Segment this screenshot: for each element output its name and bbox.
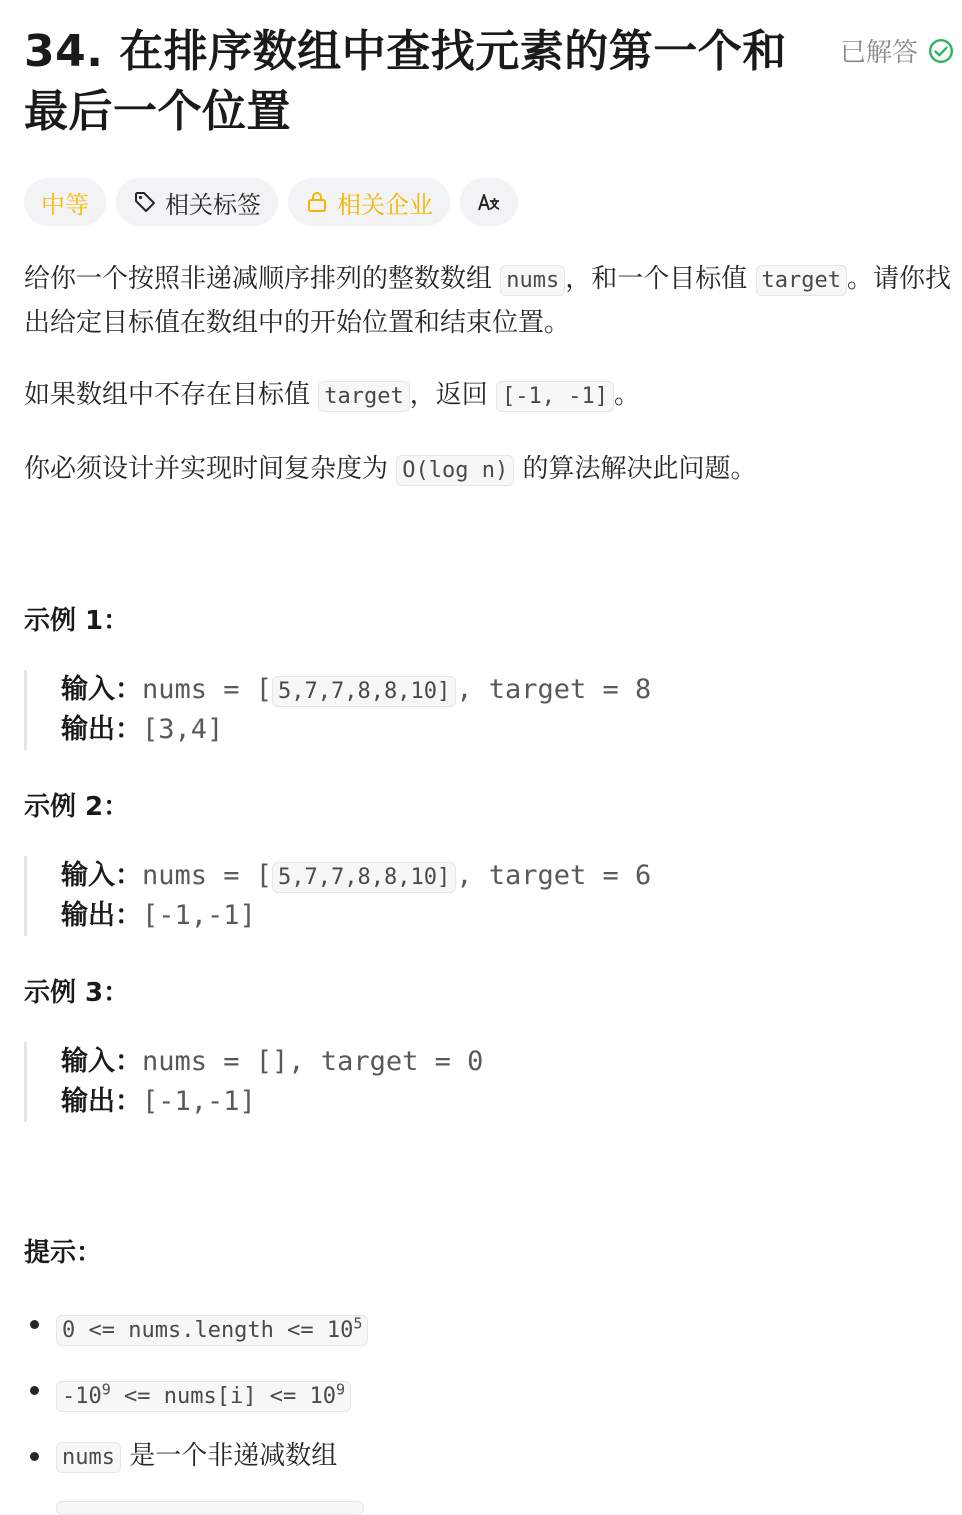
hint-item: nums 是一个非递减数组 [24, 1432, 944, 1498]
example-2-heading: 示例 2： [24, 792, 130, 822]
problem-title: 34. 在排序数组中查找元素的第一个和最后一个位置 [24, 26, 787, 137]
inline-code: nums [500, 265, 565, 296]
tag-row [24, 178, 518, 226]
description-paragraph-2: 如果数组中不存在目标值 target ，返回 [-1, -1] 。 [24, 380, 641, 410]
example-1-block [24, 670, 924, 750]
example-input: 输入：nums = [], target = 0 [61, 1046, 484, 1077]
hints-list [24, 1300, 944, 1498]
hints-heading: 提示： [24, 1238, 103, 1268]
example-3-block [24, 1042, 924, 1122]
difficulty-badge: 中等 [24, 178, 106, 226]
related-companies-button[interactable] [288, 178, 450, 226]
inline-code: [-1, -1] [496, 381, 614, 412]
description-paragraph-1: 给你一个按照非递减顺序排列的整数数组 nums ，和一个目标值 target 。请你找出给定目标值在数组中的开始位置和结束位置。 [24, 264, 952, 338]
example-input: 输入：nums = [ 5,7,7,8,8,10] , target = 6 [61, 860, 652, 891]
example-output: 输出：[3,4] [61, 714, 224, 745]
example-output: 输出：[-1,-1] [61, 1086, 256, 1117]
hint-item [24, 1366, 944, 1432]
related-tags-button[interactable] [116, 178, 278, 226]
example-2-block [24, 856, 924, 936]
related-companies-label: 相关企业 [337, 190, 433, 219]
inline-code: $-10^9$ <= nums[i] <= $10^9$ [56, 1381, 351, 1412]
inline-code: 0 <= nums.length <= $10^5$ [56, 1315, 368, 1346]
inline-code: target [318, 381, 409, 412]
hint-item [24, 1300, 944, 1366]
example-3-heading: 示例 3： [24, 978, 130, 1008]
example-1-heading: 示例 1： [24, 606, 130, 636]
lock-icon [305, 190, 329, 214]
tag-icon [133, 190, 157, 214]
description-paragraph-3: 你必须设计并实现时间复杂度为 O(log n) 的算法解决此问题。 [24, 454, 757, 484]
inline-code: O(log n) [396, 455, 514, 486]
clipped-code-block [56, 1501, 364, 1515]
translate-button[interactable] [460, 178, 518, 226]
related-tags-label: 相关标签 [165, 190, 261, 219]
inline-code: target [756, 265, 847, 296]
solved-label: 已解答 [839, 38, 918, 68]
inline-code: 5,7,7,8,8,10] [272, 676, 456, 707]
inline-code: 5,7,7,8,8,10] [272, 862, 456, 893]
example-input: 输入：nums = [ 5,7,7,8,8,10] , target = 8 [61, 674, 652, 705]
solved-status [840, 32, 954, 69]
example-output: 输出：[-1,-1] [61, 900, 256, 931]
translate-icon [477, 190, 501, 214]
check-circle-icon [928, 38, 954, 64]
inline-code: nums [56, 1442, 121, 1473]
